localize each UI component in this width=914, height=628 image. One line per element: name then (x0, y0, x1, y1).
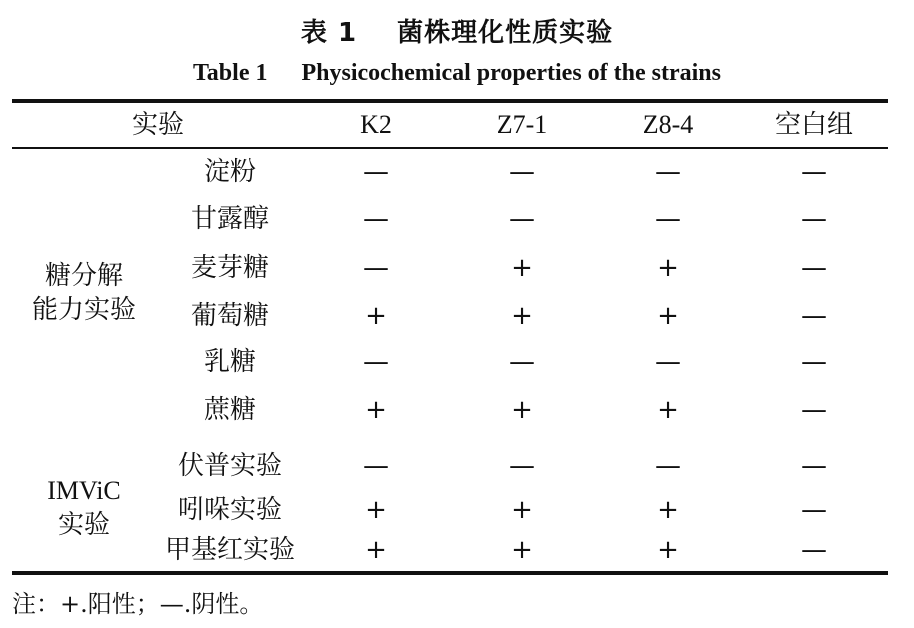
result-cell: + (511, 535, 533, 565)
result-cell: + (657, 535, 679, 565)
result-cell: + (511, 395, 533, 425)
header-cell: K2 (360, 110, 392, 139)
header-cell: 实验 (131, 110, 185, 140)
result-cell: + (511, 301, 533, 331)
test-name-cell: 乳糖 (203, 347, 257, 377)
result-cell: + (365, 395, 387, 425)
result-cell: — (363, 204, 389, 234)
result-cell: — (801, 395, 827, 425)
result-cell: — (655, 157, 681, 187)
result-cell: + (657, 253, 679, 283)
result-cell: — (363, 157, 389, 187)
table-caption-cn: 菌株理化性质实验 (397, 18, 614, 48)
header-cell: Z8-4 (642, 110, 694, 139)
table-header-rule (12, 147, 888, 149)
result-cell: — (509, 204, 535, 234)
result-cell: — (363, 347, 389, 377)
test-name-cell: 淀粉 (203, 157, 257, 187)
header-cell: Z7-1 (496, 110, 548, 139)
test-name-cell: 葡萄糖 (190, 301, 270, 331)
result-cell: — (509, 347, 535, 377)
table-number-en: Table 1 (193, 60, 268, 86)
result-cell: — (509, 157, 535, 187)
result-cell: + (657, 395, 679, 425)
result-cell: — (655, 451, 681, 481)
test-name-cell: 蔗糖 (203, 395, 257, 425)
result-cell: — (801, 347, 827, 377)
result-cell: + (511, 495, 533, 525)
result-cell: + (657, 301, 679, 331)
result-cell: — (801, 535, 827, 565)
table-bottom-rule (12, 571, 888, 575)
result-cell: — (801, 157, 827, 187)
test-name-cell: 甲基红实验 (164, 535, 296, 565)
result-cell: — (655, 347, 681, 377)
result-cell: + (365, 495, 387, 525)
header-cell: 空白组 (774, 110, 854, 140)
result-cell: + (365, 535, 387, 565)
group-label: 糖分解 能力实验 (31, 261, 137, 325)
group-label: IMViC 实验 (47, 476, 121, 540)
result-cell: — (509, 451, 535, 481)
result-cell: — (655, 204, 681, 234)
result-cell: — (801, 253, 827, 283)
table-title-cn (0, 12, 914, 49)
result-cell: + (365, 301, 387, 331)
table-caption-en: Physicochemical properties of the strains (301, 60, 721, 86)
result-cell: — (801, 495, 827, 525)
test-name-cell: 麦芽糖 (190, 253, 270, 283)
result-cell: + (657, 495, 679, 525)
result-cell: + (511, 253, 533, 283)
test-name-cell: 甘露醇 (190, 204, 270, 234)
result-cell: — (801, 451, 827, 481)
table-number-cn: 表 1 (300, 18, 358, 48)
test-name-cell: 吲哚实验 (177, 495, 283, 525)
result-cell: — (801, 204, 827, 234)
table-note: 注：+.阳性；—.阴性。 (12, 590, 264, 618)
result-cell: — (363, 451, 389, 481)
table-title-en (0, 60, 914, 87)
test-name-cell: 伏普实验 (177, 451, 283, 481)
table-top-rule (12, 99, 888, 103)
result-cell: — (801, 301, 827, 331)
result-cell: — (363, 253, 389, 283)
